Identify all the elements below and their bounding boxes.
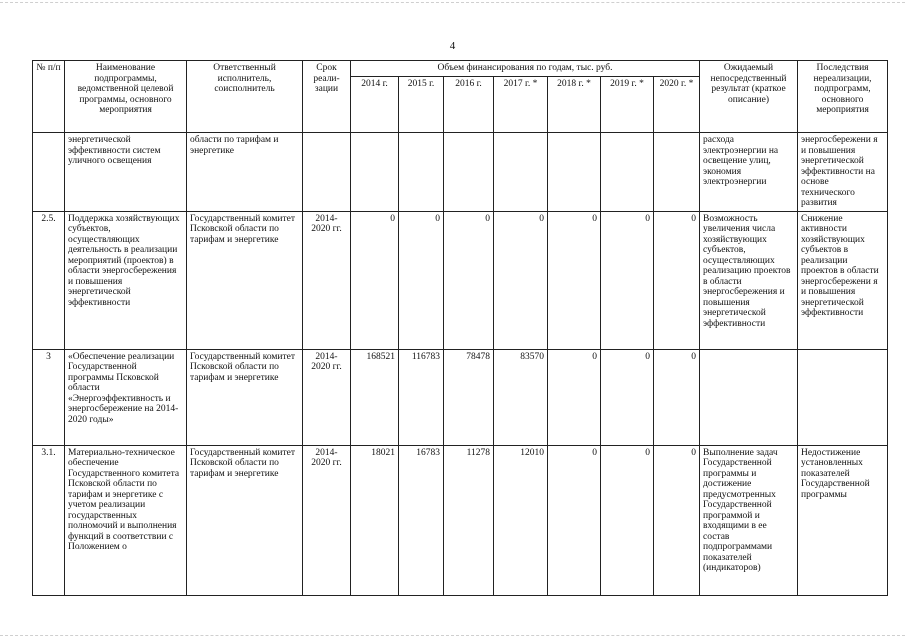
header-responsible: Ответственный исполнитель, соисполнитель <box>187 61 303 133</box>
row-value <box>494 133 548 212</box>
row-num: 2.5. <box>33 211 65 349</box>
page-number: 4 <box>449 40 456 52</box>
row-term <box>303 133 351 212</box>
row-value <box>444 133 494 212</box>
row-value: 0 <box>399 211 444 349</box>
header-term: Срок реали-зации <box>303 61 351 133</box>
header-year: 2018 г. * <box>548 77 601 133</box>
row-value <box>601 133 654 212</box>
row-num: 3.1. <box>33 445 65 595</box>
row-value: 116783 <box>399 349 444 445</box>
header-year: 2014 г. <box>351 77 399 133</box>
header-name: Наименование подпрограммы, ведомственной целевой программы, основного мероприятия <box>65 61 187 133</box>
row-value: 0 <box>494 211 548 349</box>
row-value: 0 <box>548 445 601 595</box>
table-row <box>33 349 888 445</box>
row-term: 2014-2020 гг. <box>303 349 351 445</box>
row-responsible: Государственный комитет Псковской области по тарифам и энергетике <box>187 211 303 349</box>
header-year: 2019 г. * <box>601 77 654 133</box>
row-consequences: энергосбережени я и повышения энергетической эффективности на основе технического развития <box>798 133 888 212</box>
row-responsible: Государственный комитет Псковской области по тарифам и энергетике <box>187 349 303 445</box>
row-responsible: области по тарифам и энергетике <box>187 133 303 212</box>
row-name: Материально-техническое обеспечение Государственного комитета Псковской области по тарифам и энергетике с учетом реализации государственных полномочий и выполнения функций в соответствии с Положением о <box>65 445 187 595</box>
row-value <box>548 133 601 212</box>
row-result: Возможность увеличения числа хозяйствующих субъектов, осуществляющих реализацию проектов в области энергосбережения и повышения энергетической эффективности <box>700 211 798 349</box>
row-value: 0 <box>654 211 700 349</box>
row-value: 0 <box>601 211 654 349</box>
row-value: 11278 <box>444 445 494 595</box>
row-name: Поддержка хозяйствующих субъектов, осуществляющих деятельность в реализации мероприятий (проектов) в области энергосбережения и повышения энергетической эффективности <box>65 211 187 349</box>
table-row <box>33 133 888 212</box>
row-consequences: Недостижение установленных показателей Государственной программы <box>798 445 888 595</box>
row-value: 168521 <box>351 349 399 445</box>
row-num <box>33 133 65 212</box>
row-value: 78478 <box>444 349 494 445</box>
row-num: 3 <box>33 349 65 445</box>
row-result: Выполнение задач Государственной программы и достижение предусмотренных Государственной программой и входящими в ее состав подпрограммами показателей (индикаторов) <box>700 445 798 595</box>
row-term: 2014-2020 гг. <box>303 211 351 349</box>
row-value: 0 <box>351 211 399 349</box>
row-value <box>654 133 700 212</box>
row-value: 83570 <box>494 349 548 445</box>
financing-table <box>32 60 888 596</box>
row-consequences <box>798 349 888 445</box>
row-value: 12010 <box>494 445 548 595</box>
row-value: 0 <box>654 349 700 445</box>
row-value: 0 <box>654 445 700 595</box>
row-name: «Обеспечение реализации Государственной программы Псковской области «Энергоэффективность и энергосбережение на 2014-2020 годы» <box>65 349 187 445</box>
header-year: 2016 г. <box>444 77 494 133</box>
header-num: № п/п <box>33 61 65 133</box>
row-value: 0 <box>548 349 601 445</box>
header-year: 2020 г. * <box>654 77 700 133</box>
header-result: Ожидаемый непосредственный результат (краткое описание) <box>700 61 798 133</box>
header-year: 2015 г. <box>399 77 444 133</box>
header-financing: Объем финансирования по годам, тыс. руб. <box>351 61 700 77</box>
header-consequences: Последствия нереализации, подпрограмм, основного мероприятия <box>798 61 888 133</box>
row-value <box>399 133 444 212</box>
row-term: 2014-2020 гг. <box>303 445 351 595</box>
row-value: 0 <box>444 211 494 349</box>
row-consequences: Снижение активности хозяйствующих субъектов в реализации проектов в области энергосбережени я и повышения энергетической эффективности <box>798 211 888 349</box>
scan-bottom-edge <box>0 635 905 636</box>
row-value: 18021 <box>351 445 399 595</box>
row-value: 0 <box>601 445 654 595</box>
row-responsible: Государственный комитет Псковской области по тарифам и энергетике <box>187 445 303 595</box>
row-value: 0 <box>548 211 601 349</box>
row-result: расхода электроэнергии на освещение улиц, экономия электроэнергии <box>700 133 798 212</box>
row-value: 16783 <box>399 445 444 595</box>
row-value <box>351 133 399 212</box>
scan-top-edge <box>0 2 905 3</box>
row-result <box>700 349 798 445</box>
header-year: 2017 г. * <box>494 77 548 133</box>
row-value: 0 <box>601 349 654 445</box>
table-row <box>33 445 888 595</box>
row-name: энергетической эффективности систем уличного освещения <box>65 133 187 212</box>
table-row <box>33 211 888 349</box>
